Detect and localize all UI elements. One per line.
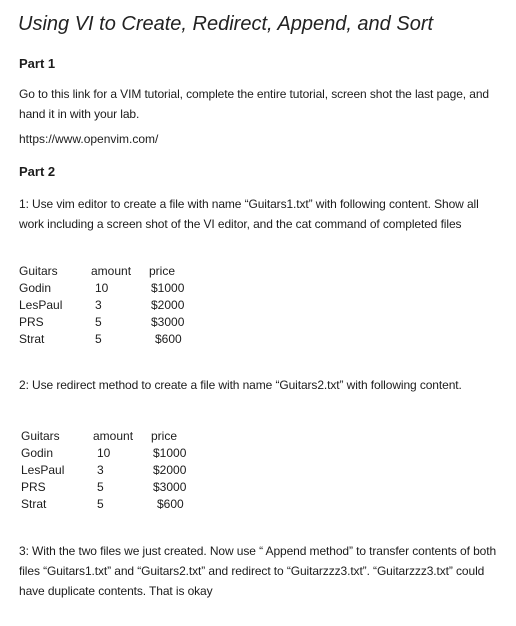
header-price: price bbox=[151, 429, 178, 443]
header-amount: amount bbox=[91, 264, 132, 278]
cell-guitar: LesPaul bbox=[21, 463, 65, 477]
header-guitars: Guitars bbox=[21, 429, 60, 443]
cell-guitar: Strat bbox=[19, 332, 45, 346]
step3-instructions: 3: With the two files we just created. Now use “ Append method” to transfer contents of both files “Guitars1.txt” and “Guitars2.txt” and redirect to “Guitarzzz3.txt”. “Guitarzzz3.txt” could have duplicate contents. That is okay bbox=[19, 544, 497, 598]
guitars1-table bbox=[19, 263, 209, 348]
part1-instructions: Go to this link for a VIM tutorial, complete the entire tutorial, screen shot the last page, and hand it in with your lab. bbox=[19, 87, 489, 121]
cell-amount: 5 bbox=[97, 497, 104, 511]
table-row bbox=[21, 496, 211, 513]
table-header-row bbox=[21, 428, 211, 445]
cell-amount: 5 bbox=[95, 332, 102, 346]
page-title: Using VI to Create, Redirect, Append, and Sort bbox=[18, 13, 434, 35]
openvim-link[interactable]: https://www.openvim.com/ bbox=[19, 132, 159, 146]
cell-price: $600 bbox=[157, 497, 184, 511]
part1-heading: Part 1 bbox=[19, 56, 56, 71]
cell-amount: 3 bbox=[97, 463, 104, 477]
cell-guitar: Godin bbox=[19, 281, 52, 295]
cell-price: $1000 bbox=[153, 446, 187, 460]
cell-price: $600 bbox=[155, 332, 182, 346]
cell-amount: 10 bbox=[95, 281, 109, 295]
step2-instructions: 2: Use redirect method to create a file with name “Guitars2.txt” with following content. bbox=[19, 378, 462, 392]
table-row bbox=[19, 314, 209, 331]
table-row bbox=[21, 479, 211, 496]
cell-price: $2000 bbox=[153, 463, 187, 477]
table-header-row bbox=[19, 263, 209, 280]
cell-guitar: PRS bbox=[21, 480, 46, 494]
table-row bbox=[19, 331, 209, 348]
cell-price: $1000 bbox=[151, 281, 185, 295]
guitars2-table bbox=[21, 428, 211, 513]
header-amount: amount bbox=[93, 429, 134, 443]
table-row bbox=[19, 280, 209, 297]
cell-amount: 10 bbox=[97, 446, 111, 460]
cell-price: $3000 bbox=[151, 315, 185, 329]
cell-amount: 5 bbox=[95, 315, 102, 329]
part2-heading: Part 2 bbox=[19, 164, 56, 179]
step1-instructions: 1: Use vim editor to create a file with name “Guitars1.txt” with following content. Show all work including a screen shot of the VI editor, and the cat command of completed files bbox=[19, 197, 479, 231]
table-row bbox=[21, 462, 211, 479]
cell-amount: 3 bbox=[95, 298, 102, 312]
header-price: price bbox=[149, 264, 176, 278]
cell-guitar: Strat bbox=[21, 497, 47, 511]
cell-amount: 5 bbox=[97, 480, 104, 494]
cell-price: $2000 bbox=[151, 298, 185, 312]
cell-guitar: LesPaul bbox=[19, 298, 63, 312]
table-row bbox=[19, 297, 209, 314]
cell-guitar: Godin bbox=[21, 446, 54, 460]
table-row bbox=[21, 445, 211, 462]
header-guitars: Guitars bbox=[19, 264, 58, 278]
cell-guitar: PRS bbox=[19, 315, 44, 329]
cell-price: $3000 bbox=[153, 480, 187, 494]
